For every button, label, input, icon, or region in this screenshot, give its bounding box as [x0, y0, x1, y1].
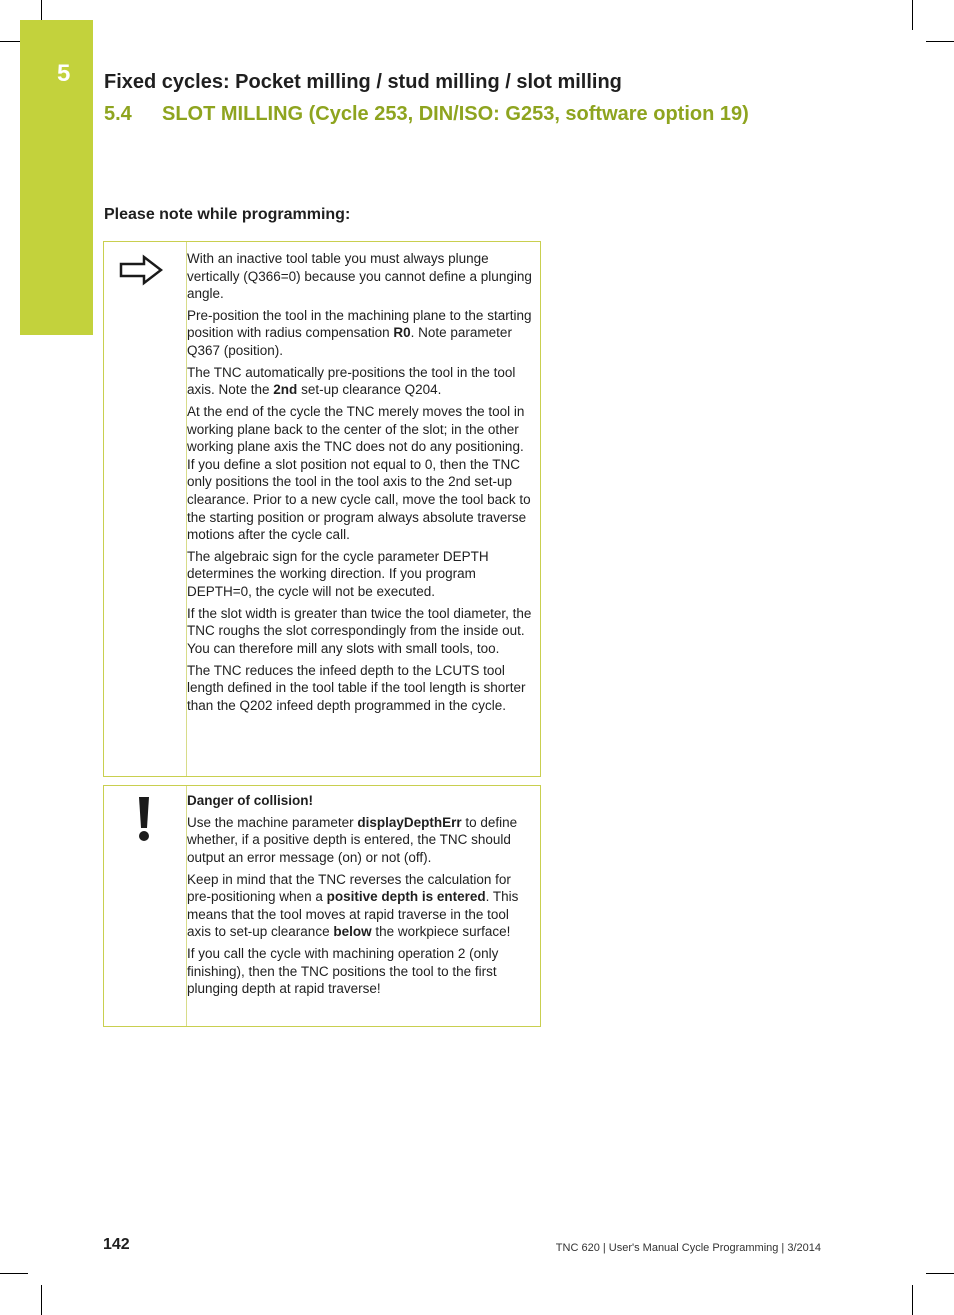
section-title-text: SLOT MILLING (Cycle 253, DIN/ISO: G253, software option 19) — [162, 103, 749, 125]
warning-paragraph — [187, 871, 533, 941]
text-run: The TNC automatically pre-positions the tool in the tool axis. Note the — [187, 364, 516, 398]
text-run-bold: Danger of collision! — [187, 793, 314, 808]
section-number: 5.4 — [104, 103, 132, 125]
text-run: Pre-position the tool in the machining plane to the starting position with radius compensation — [187, 307, 532, 341]
text-run-bold: displayDepthErr — [357, 814, 462, 830]
note-paragraph — [187, 364, 533, 399]
text-run-bold: below — [333, 924, 372, 940]
section-heading: Please note while programming: — [104, 206, 351, 223]
note-paragraph: The algebraic sign for the cycle parameter DEPTH determines the working direction. If you program DEPTH=0, the cycle will not be executed. — [187, 548, 489, 600]
warning-box — [103, 785, 541, 1027]
note-paragraph: With an inactive tool table you must always plunge vertically (Q366=0) because you cannot define a plunging angle. — [187, 251, 532, 302]
note-paragraph: If the slot width is greater than twice the tool diameter, the TNC roughs the slot correspondingly from the inside out. You can therefore mill any slots with small tools, too. — [187, 605, 532, 656]
exclamation-icon — [137, 796, 151, 847]
crop-mark — [0, 1273, 28, 1274]
arrow-right-icon — [119, 254, 163, 291]
note-box — [103, 241, 541, 777]
note-paragraph: At the end of the cycle the TNC merely moves the tool in working plane back to the center of the slot; in the other working plane axis the TNC does not do any positioning. If you define a slot position not equal to 0, then the TNC only positions the tool in the tool axis to the 2nd set-up clearance. Prior to a new cycle call, move the tool back to the starting position or program always absolute traverse motions after the cycle call. — [187, 404, 531, 543]
note-paragraph — [187, 307, 533, 360]
crop-mark — [912, 0, 913, 30]
note-content — [187, 250, 533, 719]
text-run: . This means that the tool moves at rapid traverse in the tool axis to set-up clearance — [187, 889, 519, 940]
text-run-bold: positive depth is entered — [326, 889, 486, 905]
crop-mark — [0, 41, 20, 42]
crop-mark — [926, 41, 954, 42]
page-number: 142 — [103, 1236, 130, 1253]
text-run: . Note parameter Q367 (position). — [187, 325, 512, 359]
warning-content — [187, 792, 533, 1002]
note-paragraph: The TNC reduces the infeed depth to the LCUTS tool length defined in the tool table if the tool length is shorter than the Q202 infeed depth programmed in the cycle. — [187, 662, 526, 713]
warning-title — [187, 792, 533, 810]
text-run: the workpiece surface! — [371, 924, 511, 940]
chapter-title: Fixed cycles: Pocket milling / stud milling / slot milling — [104, 71, 622, 93]
text-run-bold: 2nd — [273, 382, 298, 398]
text-run: Keep in mind that the TNC reverses the calculation for pre-positioning when a — [187, 871, 511, 905]
warning-paragraph — [187, 814, 533, 867]
crop-mark — [41, 1285, 42, 1315]
crop-mark — [926, 1273, 954, 1274]
chapter-number: 5 — [57, 60, 71, 87]
text-run: set-up clearance Q204. — [297, 382, 442, 398]
footer-text: TNC 620 | User's Manual Cycle Programming | 3/2014 — [555, 1242, 821, 1254]
section-title — [104, 103, 749, 126]
text-run: to define whether, if a positive depth is entered, the TNC should output an error message (on) or not (off). — [187, 814, 518, 865]
crop-mark — [912, 1285, 913, 1315]
crop-mark — [41, 0, 42, 20]
text-run: Use the machine parameter — [187, 814, 358, 830]
warning-paragraph: If you call the cycle with machining operation 2 (only finishing), then the TNC positions the tool to the first plunging depth at rapid traverse! — [187, 946, 499, 997]
text-run-bold: R0 — [393, 325, 411, 341]
